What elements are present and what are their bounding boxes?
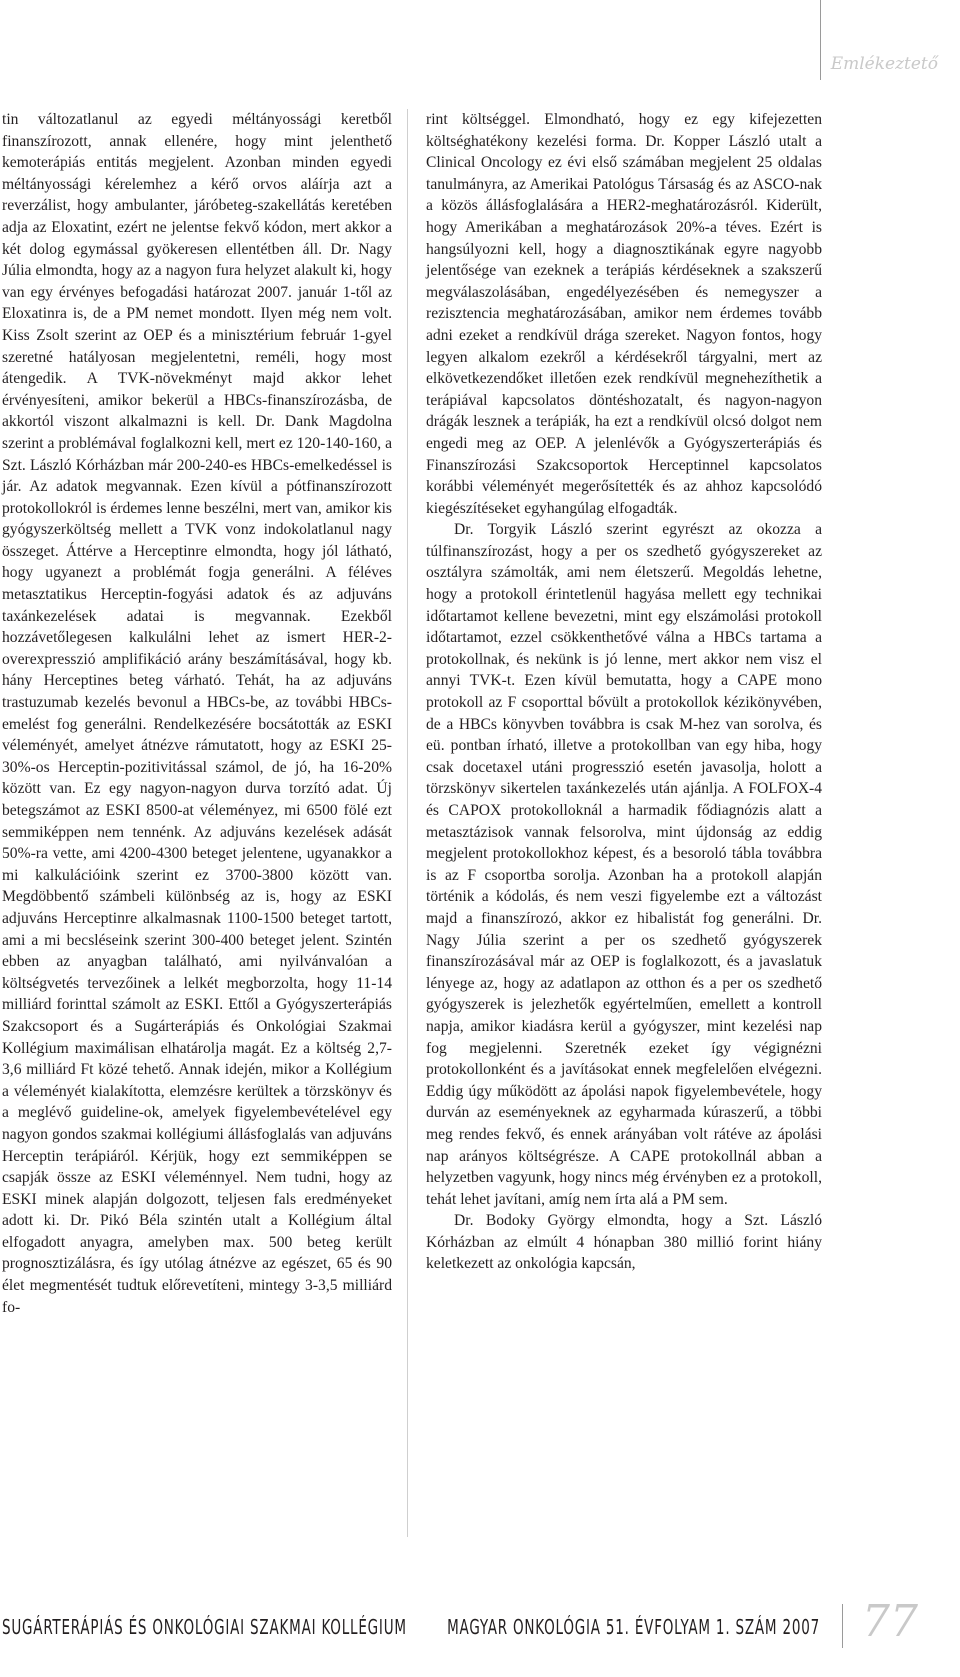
column-divider (407, 109, 408, 1537)
section-label: Emlékeztető (830, 54, 938, 74)
paragraph: Dr. Torgyik László szerint egyrészt az okozza a túlfinanszírozást, hogy a per os szedhető gyógyszereket az osztályra számolták, ami nem életszerű. Megoldás lehetne, hogy a protokoll érintetlenül hagyása mellett egy technikai időtartamot kellene bevezetni, mint egy elszámolási protokoll időtartamot, ezzel csökkenthetővé válna a HBCs tartama a protokollnak, és nekünk is jó lenne, mert akkor nem visz el annyi TVK-t. Ezen kívül bemutatta, hogy a CAPE mono protokoll az F csoporttal bővült a protokollok kézikönyvében, de a HBCs könyvben továbbra is csak M-hez van sorolva, és eü. pontban írható, illetve a protokollban van egy hiba, hogy csak docetaxel utáni progresszió esetén javasolja, holott a törzskönyv sikertelen taxánkezelés után ajánlja. A FOLFOX-4 és CAPOX protokolloknál a harmadik fődiagnózis alatt a metasztázisok vannak felsorolva, mint újdonság az eddig megjelent protokollokhoz képest, és a besoroló tábla továbbra is az F csoportba sorolja. Azonban ha a protokoll alapján történik a kódolás, és nem veszi figyelembe ezt a változást majd a finanszírozó, akkor ez hibalistát fog generálni. Dr. Nagy Júlia szerint a per os szedhető gyógyszerek finanszírozásával már az OEP is foglalkozott, és a javaslatuk lényege az, hogy az adatlapon az otthon és a per os szedhető gyógyszerek is jelezhetők egyértelműen, emellett a kontroll napja, amikor kiadásra kerül a gyógyszer, mint kezelési nap fog megjelenni. Szeretnék ezeket így végignézni protokollonként és a javításokat ennek megfelelően elvégezni. Eddig úgy működött az ápolási napok figyelembevétele, hogy durván az eseményeknek az egyharmada kúraszerű, a többi meg rendes fekvő, és ennek arányában volt rátéve az ápolási nap arányos költségrésze. A CAPE protokollnál abban a helyzetben vagyunk, hogy nincs még érvényben ez a protokoll, tehát lehet javítani, amíg nem írta alá a PM sem. (426, 521, 822, 1208)
left-column (2, 109, 392, 1318)
header-divider (820, 0, 821, 80)
page-number: 77 (862, 1596, 918, 1647)
footer-divider (842, 1604, 843, 1648)
right-column (426, 109, 822, 1275)
footer-journal: MAGYAR ONKOLÓGIA 51. ÉVFOLYAM 1. SZÁM 2007 (447, 1615, 820, 1640)
paragraph: Dr. Bodoky György elmondta, hogy a Szt. László Kórházban az elmúlt 4 hónapban 380 millió forint hiány keletkezett az onkológia kapcsán, (426, 1212, 822, 1273)
footer-collegium: SUGÁRTERÁPIÁS ÉS ONKOLÓGIAI SZAKMAI KOLLÉGIUM (2, 1615, 407, 1640)
paragraph: rint költséggel. Elmondható, hogy ez egy kifejezetten költséghatékony kezelési forma. Dr. Kopper László utalt a Clinical Oncology ez évi első számában megjelent 25 oldalas tanulmányra, az Amerikai Patológus Társaság és az ASCO-nak a közös állásfoglalására a HER2-meghatározásról. Kiderült, hogy Amerikában a meghatározások 20%-a téves. Ezért is hangsúlyozni kell, hogy a diagnosztikának egyre nagyobb jelentősége van ezeknek a terápiás kérdéseknek a szakszerű megválaszolásában, engedélyezésében és nemegyszer a rezisztencia meghatározásában, amikor nem érdemes tovább adni ezeket a rendkívül drága szereket. Nagyon fontos, hogy legyen alkalom ezekről a kérdésekről tárgyalni, mert az elkövetkezendőket illetően ezek rendkívül megnehezíthetik a terápiával kapcsolatos döntéshozatalt, és nagyon-nagyon drágák lesznek a terápiák, ha ezt a rendkívül olcsó dolgot nem engedi meg az OEP. A jelenlévők a Gyógyszerterápiás és Finanszírozási Szakcsoportok Herceptinnel kapcsolatos korábbi véleményét megerősítették és az ahhoz kapcsolódó kiegészítéseket egyhangúlag elfogadták. (426, 111, 822, 517)
paragraph: tin változatlanul az egyedi méltányossági keretből finanszírozott, annak ellenére, hogy mint jelenthető kemoterápiás entitás megjelent. Azonban minden egyedi méltányossági kérelemhez a kérő orvos aláírja azt a reverzálist, hogy ambulanter, járóbeteg-szakellátás keretében adja az Eloxatint, ezért ne jelentse fekvő kódon, mert akkor a két dolog egymással gyökeresen ellentétben áll. Dr. Nagy Júlia elmondta, hogy az a nagyon fura helyzet alakult ki, hogy van egy érvényes befogadási határozat 2007. január 1-től az Eloxatinra is, de a PM nemet mondott. Ilyen még nem volt. Kiss Zsolt szerint az OEP és a minisztérium február 1-gyel szeretné hatályosan megjelentetni, reméli, hogy most átengedik. A TVK-növekményt majd akkor lehet érvényesíteni, amikor bekerül a HBCs-finanszírozásba, de akkortól viszont alkalmazni is kell. Dr. Dank Magdolna szerint a problémával foglalkozni kell, mert ez 120-140-160, a Szt. László Kórházban már 200-240-es HBCs-emelkedéssel is jár. Az adatok megvannak. Ezen kívül a pótfinanszírozott protokollokról is érdemes lenne beszélni, mert van, amikor kis gyógyszerköltség mellett a TVK vonz indokolatlanul nagy összeget. Áttérve a Herceptinre elmondta, hogy jól látható, hogy ugyanezt a problémát fogja generálni. A féléves metasztatikus Herceptin-fogyási adatok és az adjuváns taxánkezelések adatai is megvannak. Ezekből hozzávetőlegesen kalkulálni lehet az ismert HER-2-overexpresszió amplifikáció arány beszámításával, hogy kb. hány Herceptines beteg várható. Tehát, ha az adjuváns trastuzumab kezelés bevonul a HBCs-be, az további HBCs-emelést fog generálni. Rendelkezésére bocsátották az ESKI véleményét, amelyet átnézve rámutatott, hogy az ESKI 25-30%-os Herceptin-pozitivitással számol, de jó, ha 16-20% között van. Ez egy nagyon-nagyon durva torzító adat. Új betegszámot az ESKI 8500-at véleményez, mi 6500 fölé ezt semmiképpen nem tennénk. Az adjuváns kezelések adását 50%-ra vette, ami 4200-4300 beteget jelentene, ugyanakkor a mi kalkulációink szerint ez 3700-3800 között van. Megdöbbentő számbeli különbség az is, hogy az ESKI adjuváns Herceptinre alkalmasnak 1100-1500 beteget tartott, ami a mi becsléseink szerint 300-400 beteget jelent. Szintén ebben az anyagban található, ami nyilvánvalóan a költségvetés tervezőinek a lelkét megborzolta, hogy 11-14 milliárd forinttal számolt az ESKI. Ettől a Gyógyszerterápiás Szakcsoport és a Sugárterápiás és Onkológiai Szakmai Kollégium maximálisan elhatárolja magát. Ez a költség 2,7-3,6 milliárd Ft közé tehető. Annak idején, mikor a Kollégium a véleményét kialakította, elemzésre kerültek a törzskönyv és a meglévő guideline-ok, amelyek figyelembevételével egy nagyon gondos szakmai kollégiumi állásfoglalás van adjuváns Herceptin terápiáról. Kérjük, hogy ezt semmiképpen se csapják össze az ESKI véleménnyel. Nem tudni, hogy az ESKI minek alapján dolgozott, teljesen fals eredményeket adott ki. Dr. Pikó Béla szintén utalt a Kollégium által elfogadott anyagra, amelyben max. 500 beteg került prognosztizálásra, és így utólag átnézve az egészet, 65 és 90 élet megmentését tudtuk előrevetíteni, mintegy 3-3,5 milliárd fo- (2, 111, 392, 1316)
